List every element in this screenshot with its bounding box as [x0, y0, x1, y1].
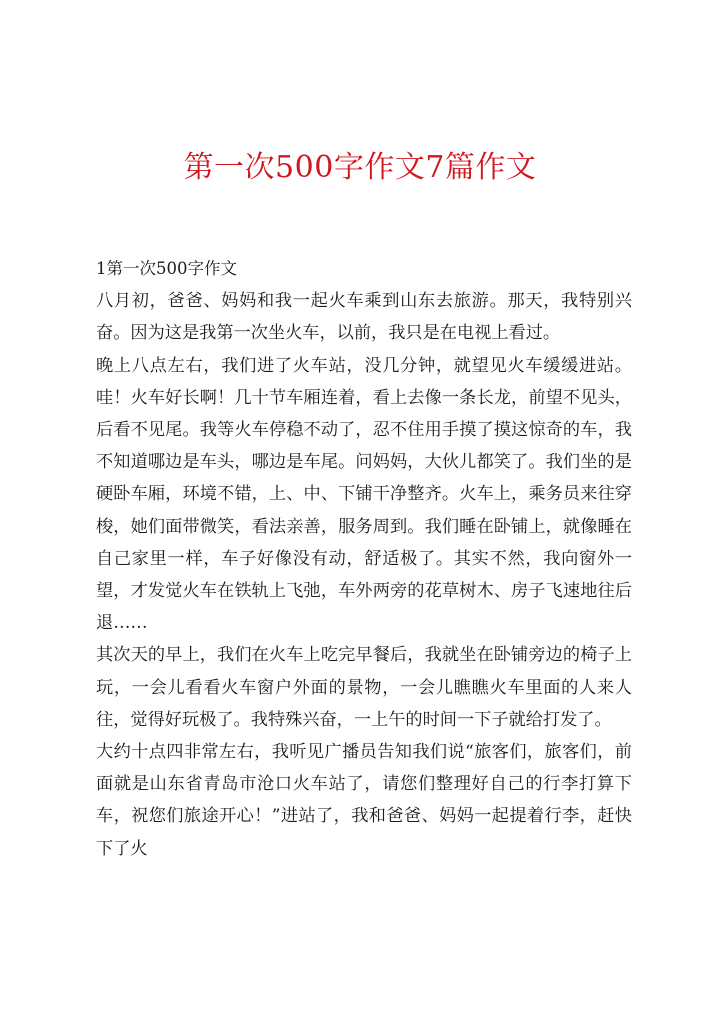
paragraph-2: 晚上八点左右，我们进了火车站，没几分钟，就望见火车缓缓进站。哇！火车好长啊！几十节车厢连着，看上去像一条长龙，前望不见头，后看不见尾。我等火车停稳不动了，忍不住用手摸了摸这惊奇的车，我不知道哪边是车头，哪边是车尾。问妈妈，大伙儿都笑了。我们坐的是硬卧车厢，环境不错，上、中、下铺干净整齐。火车上，乘务员来往穿梭，她们面带微笑，看法亲善，服务周到。我们睡在卧铺上，就像睡在自己家里一样，车子好像没有动，舒适极了。其实不然，我向窗外一望，才发觉火车在铁轨上飞弛，车外两旁的花草树木、房子飞速地往后退…… — [96, 355, 632, 634]
paragraph-4: 大约十点四非常左右，我听见广播员告知我们说“旅客们，旅客们，前面就是山东省青岛市沧口火车站了，请您们整理好自己的行李打算下车，祝您们旅途开心！”进站了，我和爸爸、妈妈一起提着行李，赶快下了火 — [96, 742, 632, 859]
paragraph-1: 八月初，爸爸、妈妈和我一起火车乘到山东去旅游。那天，我特别兴奋。因为这是我第一次坐火车，以前，我只是在电视上看过。 — [96, 291, 632, 344]
paragraph-3: 其次天的早上，我们在火车上吃完早餐后，我就坐在卧铺旁边的椅子上玩，一会儿看看火车窗户外面的景物，一会儿瞧瞧火车里面的人来人往，觉得好玩极了。我特殊兴奋，一上午的时间一下子就给打发了。 — [96, 645, 632, 730]
section-heading: 1第一次500字作文 — [96, 259, 237, 278]
document-body — [96, 253, 632, 865]
document-title: 第一次500字作文7篇作文 — [183, 150, 537, 185]
